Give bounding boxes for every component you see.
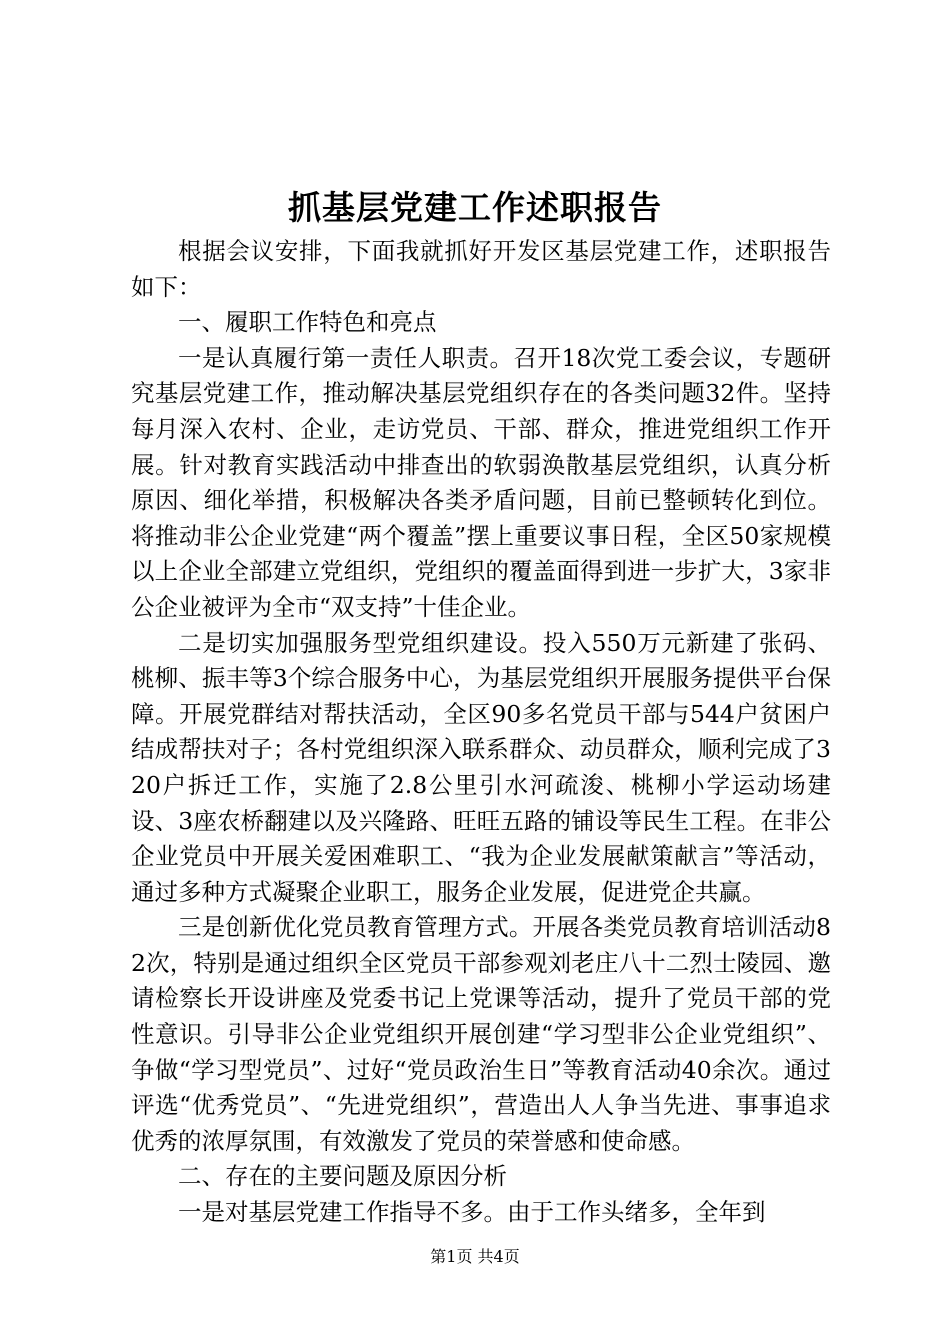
section-heading-1: 一、履职工作特色和亮点 xyxy=(178,308,437,337)
document-body xyxy=(131,234,831,1231)
document-title: 抓基层党建工作述职报告 xyxy=(288,188,662,227)
intro-paragraph: 根据会议安排，下面我就抓好开发区基层党建工作，述职报告如下： xyxy=(131,237,831,301)
paragraph-service: 二是切实加强服务型党组织建设。投入550万元新建了张码、桃柳、振丰等3个综合服务中心，为基层党组织开展服务提供平台保障。开展党群结对帮扶活动，全区90多名党员干部与544户贫困户结成帮扶对子；各村党组织深入联系群众、动员群众，顺利完成了320户拆迁工作，实施了2.8公里引水河疏浚、桃柳小学运动场建设、3座农桥翻建以及兴隆路、旺旺五路的铺设等民生工程。在非公企业党员中开展关爱困难职工、“我为企业发展献策献言”等活动，通过多种方式凝聚企业职工，服务企业发展，促进党企共赢。 xyxy=(131,628,831,906)
paragraph-education: 三是创新优化党员教育管理方式。开展各类党员教育培训活动82次，特别是通过组织全区党员干部参观刘老庄八十二烈士陵园、邀请检察长开设讲座及党委书记上党课等活动，提升了党员干部的党性意识。引导非公企业党组织开展创建“学习型非公企业党组织”、争做“学习型党员”、过好“党员政治生日”等教育活动40余次。通过评选“优秀党员”、“先进党组织”，营造出人人争当先进、事事追求优秀的浓厚氛围，有效激发了党员的荣誉感和使命感。 xyxy=(131,913,831,1155)
paragraph-problems: 一是对基层党建工作指导不多。由于工作头绪多，全年到 xyxy=(178,1198,766,1227)
paragraph-duty: 一是认真履行第一责任人职责。召开18次党工委会议，专题研究基层党建工作，推动解决基层党组织存在的各类问题32件。坚持每月深入农村、企业，走访党员、干部、群众，推进党组织工作开展。针对教育实践活动中排查出的软弱涣散基层党组织，认真分析原因、细化举措，积极解决各类矛盾问题，目前已整顿转化到位。将推动非公企业党建“两个覆盖”摆上重要议事日程，全区50家规模以上企业全部建立党组织，党组织的覆盖面得到进一步扩大，3家非公企业被评为全市“双支持”十佳企业。 xyxy=(131,343,831,621)
section-heading-2: 二、存在的主要问题及原因分析 xyxy=(178,1162,507,1191)
page-footer: 第1页 共4页 xyxy=(430,1247,520,1266)
